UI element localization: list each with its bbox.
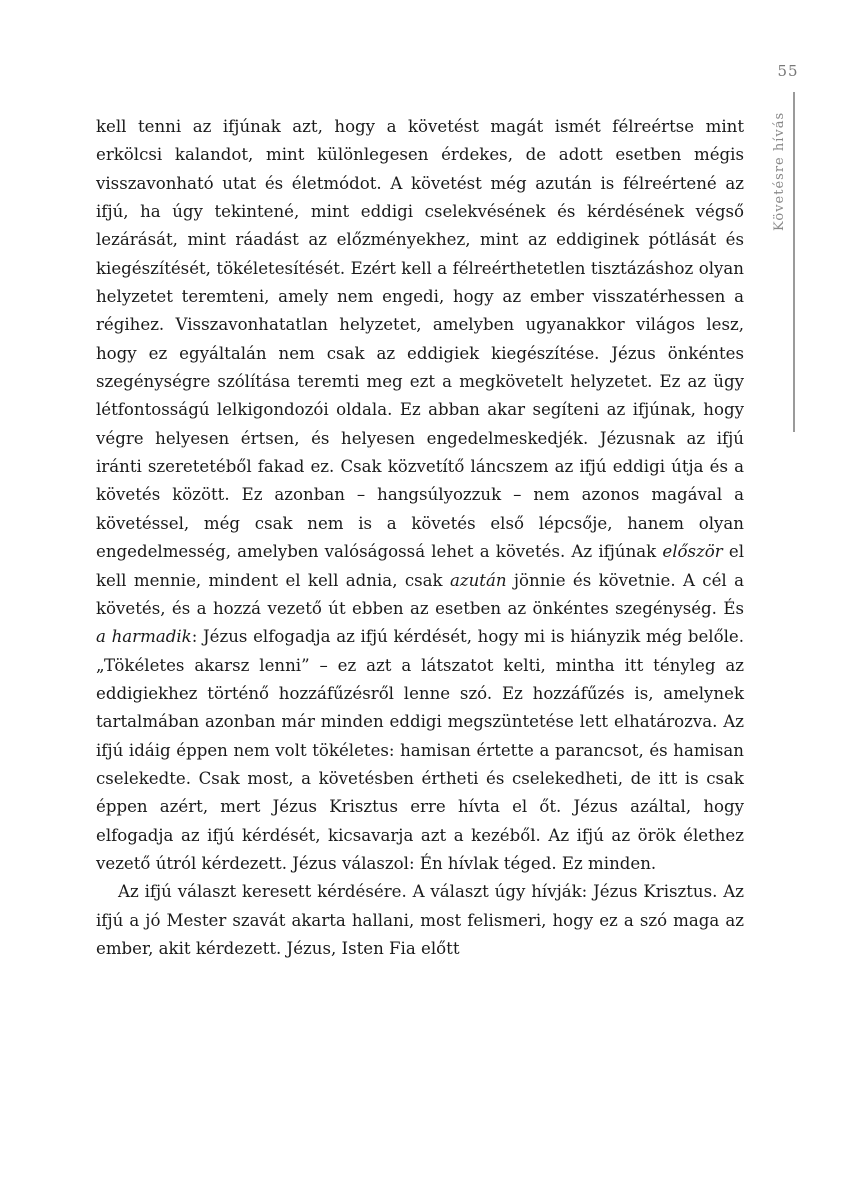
text-run: kell tenni az ifjúnak azt, hogy a követést magát ismét félreértse mint erkölcsi kalandot, mint különlegesen érdekes, de adott esetben mégis visszavonható utat és életmódot. A követést még azután is félreértené az ifjú, ha úgy tekintené, mint eddigi cselekvésének és kérdésének végső lezárását, mint ráadást az előzményekhez, mint az eddiginek pótlását és kiegészítését, tökéletesítését. Ezért kell a félreérthetetlen tisztázáshoz olyan helyzetet teremteni, amely nem engedi, hogy az ember visszatérhessen a régihez. Visszavonhatatlan helyzetet, amelyben ugyanakkor világos lesz, hogy ez egyáltalán nem csak az eddigiek kiegészítése. Jézus önkéntes szegénységre szólítása teremti meg ezt a megkövetelt helyzetet. Ez az ügy létfontosságú lelkigondozói oldala. Ez abban akar segíteni az ifjúnak, hogy végre helyesen értsen, és helyesen engedelmeskedjék. Jézusnak az ifjú iránti szeretetéből fakad ez. Csak közvetítő láncszem az ifjú eddigi útja és a követés között. Ez azonban – hangsúlyozzuk – nem azonos magával a követéssel, még csak nem is a követés első lépcsője, hanem olyan engedelmesség, amelyben valóságossá lehet a követés. Az ifjúnak xyxy=(96,117,744,562)
margin-rule xyxy=(793,92,795,432)
page-number: 55 xyxy=(777,62,799,80)
text-run: : Jézus elfogadja az ifjú kérdését, hogy mi is hiányzik még belőle. „Tökéletes akarsz lenni” – ez azt a látszatot kelti, mintha itt tényleg az eddigiekhez történő hozzáfűzésről lenne szó. Ez hozzáfűzés is, amelynek tartalmában azonban már minden eddigi megszüntetése lett elhatározva. Az ifjú idáig éppen nem volt tökéletes: hamisan értette a parancsot, és hamisan cselekedte. Csak most, a követésben értheti és cselekedheti, de itt is csak éppen azért, mert Jézus Krisztus erre hívta el őt. Jézus azáltal, hogy elfogadja az ifjú kérdését, kicsavarja azt a kezéből. Az ifjú az örök élethez vezető útról kérdezett. Jézus válaszol: Én hívlak téged. Ez minden. xyxy=(96,627,744,873)
emphasis-text: azután xyxy=(449,570,507,590)
emphasis-text: a harmadik xyxy=(96,627,192,647)
paragraph-1 xyxy=(96,113,744,878)
text-run: jönnie és követnie. A cél a követés, és a hozzá vezető út ebben az esetben az önkéntes szegénység. És xyxy=(96,570,744,618)
running-head: Követésre hívás xyxy=(772,112,787,232)
text-run: Az ifjú választ keresett kérdésére. A választ úgy hívják: Jézus Krisztus. Az ifjú a jó Mester szavát akarta hallani, most felismeri, hogy ez a szó maga az ember, akit kérdezett. Jézus, Isten Fia előtt xyxy=(96,882,744,958)
paragraph-2 xyxy=(96,878,744,963)
text-run: el kell mennie, mindent el kell adnia, csak xyxy=(96,542,745,590)
body-text xyxy=(96,113,744,963)
emphasis-text: először xyxy=(662,542,723,562)
